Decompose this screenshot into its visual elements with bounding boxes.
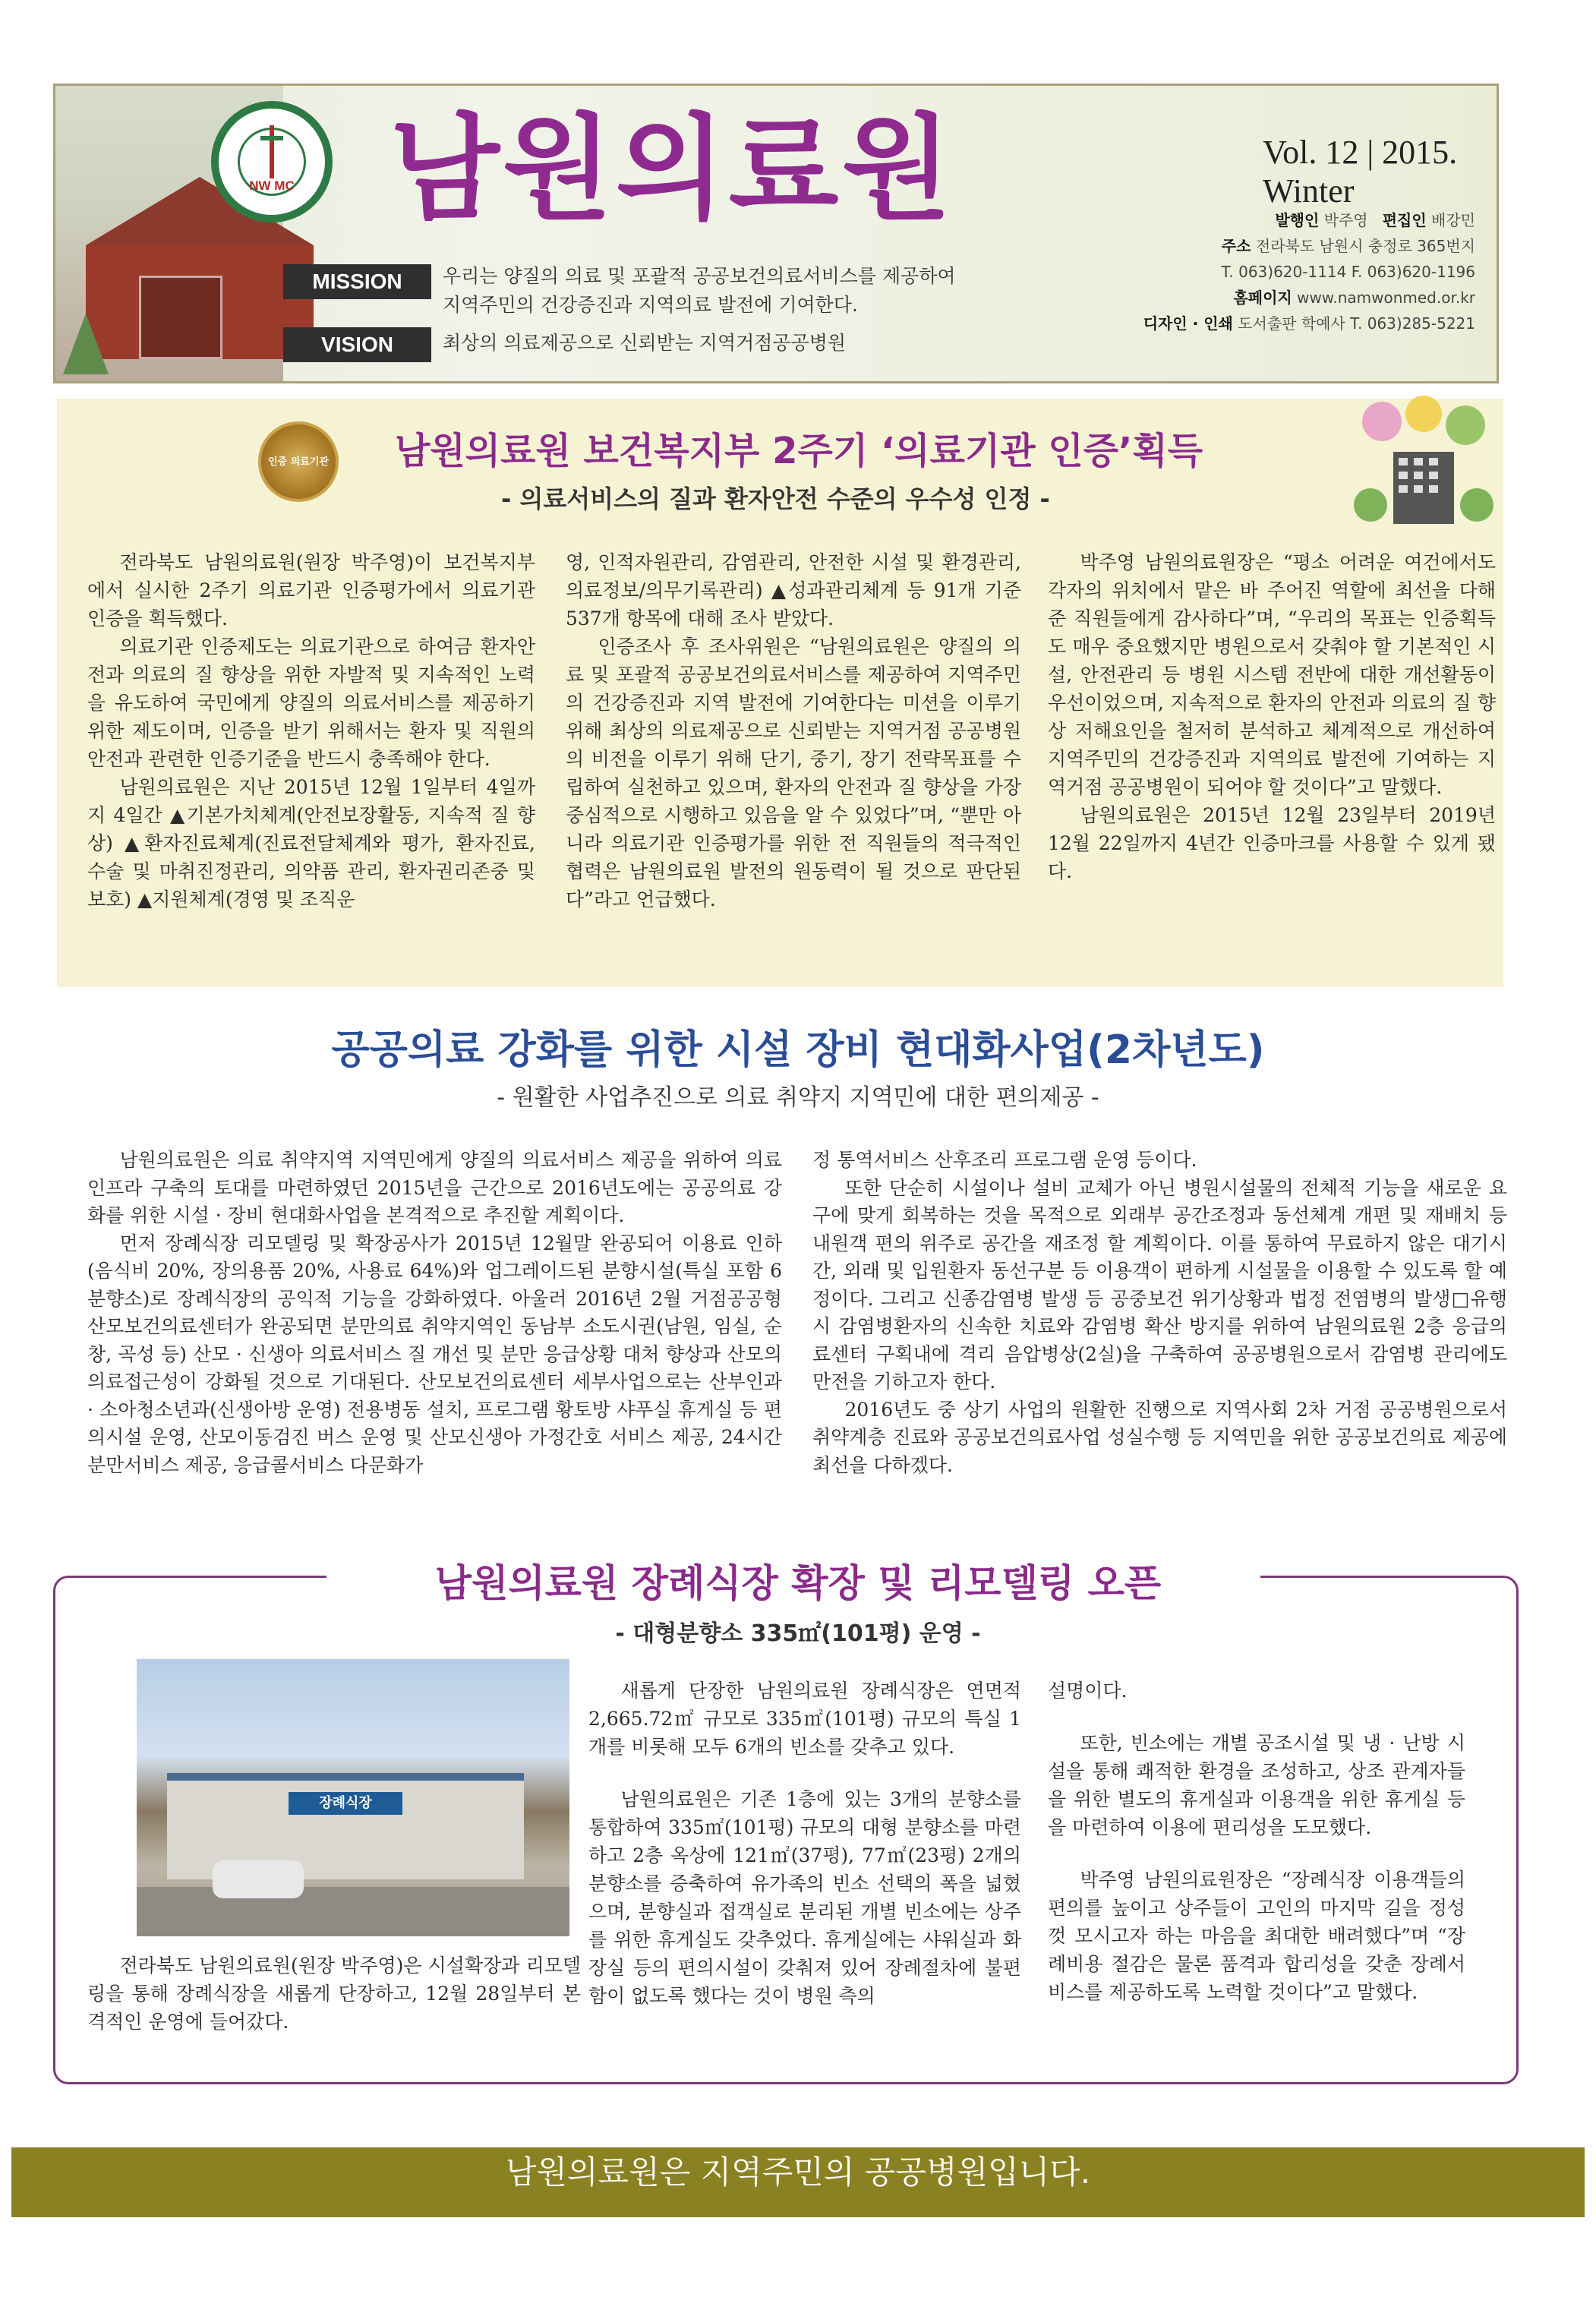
article-1-column-3 — [1048, 548, 1496, 885]
article-1-column-2 — [566, 548, 1021, 913]
paragraph: 전라북도 남원의료원(원장 박주영)이 보건복지부에서 실시한 2주기 의료기관 인증평가에서 의료기관 인증을 획득했다. — [87, 551, 535, 629]
staff-phone: T. 063)620-1114 F. 063)620-1196 — [1221, 263, 1475, 281]
paragraph: 설명이다. — [1048, 1680, 1128, 1702]
article-2-headline: 공공의료 강화를 위한 시설 장비 현대화사업(2차년도) — [331, 1027, 1265, 1073]
paragraph: 남원의료원은 지난 2015년 12월 1일부터 4일까지 4일간 ▲기본가치체계(안전보장활동, 지속적 질 향상) ▲환자진료체계(진료전달체계와 평가, 환자진료, 수술 및 마취진정관리, 의약품 관리, 환자권리존중 및 보호) ▲지원체계(경영 및 조직운 — [87, 776, 535, 910]
article-2-subheadline: - 원활한 사업추진으로 의료 취약지 지역민에 대한 편의제공 - — [497, 1084, 1099, 1111]
article-3-headline: 남원의료원 장례식장 확장 및 리모델링 오픈 — [434, 1561, 1162, 1605]
paragraph: 박주영 남원의료원장은 “평소 어려운 여건에서도 각자의 위치에서 맡은 바 주어진 역할에 최선을 다해 준 직원들에게 감사하다”며, “우리의 목표는 인증획득도 매우 중요했지만 병원으로서 갖춰야 할 기본적인 시설, 안전관리 등 병원 시스템 전반에 대한 개선활동이 우선이었으며, 지속적으로 환자의 안전과 의료의 질 향상 저해요인을 철저히 분석하고 체계적으로 개선하여 지역주민의 건강증진과 지역의료 발전에 기여하는 지역거점 공공병원이 되어야 할 것이다”고 말했다. — [1048, 551, 1496, 798]
editor-name: 배강민 — [1431, 211, 1475, 229]
paragraph: 새롭게 단장한 남원의료원 장례식장은 연면적 2,665.72㎡ 규모로 335㎡(101평) 규모의 특실 1개를 비롯해 모두 6개의 빈소를 갖추고 있다. — [588, 1680, 1021, 1758]
article-3-column-3 — [1048, 1677, 1465, 2006]
parking-lot — [137, 1887, 569, 1936]
masthead — [53, 84, 1499, 383]
publisher-label: 발행인 — [1275, 211, 1320, 229]
staff-publisher-editor — [1275, 207, 1475, 233]
vision-label: VISION — [283, 327, 431, 362]
paragraph: 정 통역서비스 산후조리 프로그램 운영 등이다. — [812, 1149, 1197, 1171]
paragraph: 남원의료원은 의료 취약지역 지역민에게 양질의 의료서비스 제공을 위하여 의료 인프라 구축의 토대를 마련하였던 2015년을 근간으로 2016년도에는 공공의료 강화를 위한 시설 · 장비 현대화사업을 본격적으로 추진할 계획이다. — [87, 1149, 782, 1226]
logo-text: NW MC — [249, 178, 295, 193]
barn-door — [139, 276, 222, 359]
design-label: 디자인 · 인쇄 — [1143, 314, 1233, 333]
vision-text: 최상의 의료제공으로 신뢰받는 지역거점공공병원 — [443, 332, 846, 354]
article-1-column-1 — [87, 548, 535, 913]
mission-label: MISSION — [283, 264, 431, 299]
building-sign: 장례식장 — [289, 1792, 402, 1815]
paragraph: 인증조사 후 조사위원은 “남원의료원은 양질의 의료 및 포괄적 공공보건의료서비스를 제공하여 지역주민의 건강증진과 지역 발전에 기여한다는 미션을 이루기 위해 최상의 의료제공으로 신뢰받는 지역거점 공공병원의 비전을 이루기 위해 단기, 중기, 장기 전략목표를 수립하여 실천하고 있으며, 환자의 안전과 질 향상을 가장 중심적으로 시행하고 있음을 알 수 있었다”며, “뿐만 아니라 의료기관 인증평가를 위한 전 직원들의 적극적인 협력은 남원의료원 발전의 원동력이 될 것으로 판단된다”라고 언급했다. — [566, 636, 1021, 910]
paragraph: 박주영 남원의료원장은 “장례식장 이용객들의 편의를 높이고 상주들이 고인의 마지막 길을 정성껏 모시고자 하는 마음을 최대한 배려했다”며 “장례비용 절감은 물론 품격과 합리성을 갖춘 장례서비스를 제공하도록 노력할 것이다”고 말했다. — [1048, 1869, 1465, 2003]
homepage-link[interactable]: www.namwonmed.or.kr — [1297, 289, 1475, 307]
article-3-column-2 — [588, 1677, 1021, 2010]
paragraph: 또한, 빈소에는 개별 공조시설 및 냉 · 난방 시설을 통해 쾌적한 환경을 조성하고, 상조 관계자들을 위한 별도의 휴게실과 이용객을 위한 휴게실 등을 마련하여 이용에 편리성을 도모했다. — [1048, 1732, 1465, 1838]
mission-line-1: 우리는 양질의 의료 및 포괄적 공공보건의료서비스를 제공하여 — [443, 265, 956, 287]
hospital-logo — [211, 101, 333, 222]
address-label: 주소 — [1221, 237, 1251, 255]
tree-icon — [63, 314, 109, 374]
address-value: 전라북도 남원시 충정로 365번지 — [1255, 237, 1475, 255]
paragraph: 또한 단순히 시설이나 설비 교체가 아닌 병원시설물의 전체적 기능을 새로운 요구에 맞게 회복하는 것을 목적으로 외래부 공간조정과 동선체계 개편 및 재배치 등 내원객 편의 위주로 공간을 재조정 할 계획이다. 이를 통하여 무료하지 않은 대기시간, 외래 및 입원환자 동선구분 등 이용객이 편하게 시설물을 이용할 수 있도록 할 예정이다. 그리고 신종감염병 발생 등 공중보건 위기상황과 법정 전염병의 발생□유행시 감염병환자의 신속한 치료와 감염병 확산 방지를 위하여 남원의료원 2층 응급의료센터 구획내에 격리 음압병상(2실)을 구축하여 공공병원으로서 감염병 관리에도 만전을 기하고자 한다. — [812, 1176, 1507, 1393]
paragraph: 2016년도 중 상기 사업의 원활한 진행으로 지역사회 2차 거점 공공병원으로서 취약계층 진료와 공공보건의료사업 성실수행 등 지역민을 위한 공공보건의료 제공에 최선을 다하겠다. — [812, 1398, 1507, 1476]
footer-slogan: 남원의료원은 지역주민의 공공병원입니다. — [505, 2153, 1091, 2191]
footer-banner — [11, 2147, 1585, 2217]
certification-badge-icon — [258, 421, 339, 502]
staff-design — [1143, 311, 1475, 336]
publisher-name: 박주영 — [1323, 211, 1368, 229]
design-value: 도서출판 학예사 T. 063)285-5221 — [1238, 314, 1475, 333]
homepage-label: 홈페이지 — [1233, 289, 1292, 307]
paragraph: 남원의료원은 기존 1층에 있는 3개의 분향소를 통합하여 335㎡(101평) 규모의 대형 분향소를 마련하고 2층 옥상에 121㎡(37평), 77㎡(23평) 2개의 분향소를 증축하여 유가족의 빈소 선택의 폭을 넓혔으며, 분향실과 접객실로 분리된 개별 빈소에는 상주를 위한 휴게실도 갖추었다. 휴게실에는 샤워실과 화장실 등의 편의시설이 갖춰져 있어 장례절차에 불편함이 없도록 했다는 것이 병원 측의 — [588, 1788, 1021, 2007]
staff-homepage — [1233, 285, 1475, 311]
volume-issue: Vol. 12 | 2015. Winter — [1263, 134, 1458, 210]
car-icon — [213, 1860, 304, 1898]
paragraph: 전라북도 남원의료원(원장 박주영)은 시설확장과 리모델링을 통해 장례식장을 새롭게 단장하고, 12월 28일부터 본격적인 운영에 들어갔다. — [87, 1955, 581, 2033]
paragraph: 의료기관 인증제도는 의료기관으로 하여금 환자안전과 의료의 질 향상을 위한 자발적 및 지속적인 노력을 유도하여 국민에게 양질의 의료서비스를 제공하기 위한 제도이며, 인증을 받기 위해서는 환자 및 직원의 안전과 관련한 인증기준을 반드시 충족해야 한다. — [87, 636, 535, 770]
badge-text: 인증 의료기관 — [268, 456, 329, 468]
article-2-column-2 — [812, 1147, 1507, 1479]
editor-label: 편집인 — [1382, 211, 1427, 229]
staff-address — [1222, 233, 1475, 259]
article-1-subheadline: - 의료서비스의 질과 환자안전 수준의 우수성 인정 - — [501, 484, 1050, 513]
photo-caption — [87, 1951, 581, 2036]
article-1-headline: 남원의료원 보건복지부 2주기 ‘의료기관 인증’획득 — [395, 430, 1203, 472]
caduceus-icon — [260, 125, 283, 178]
article-2-column-1 — [87, 1147, 782, 1479]
newsletter-title: 남원의료원 — [390, 103, 955, 235]
paragraph: 남원의료원은 2015년 12월 23일부터 2019년 12월 22일까지 4년간 인증마크를 사용할 수 있게 됐다. — [1048, 804, 1496, 882]
funeral-hall-photo — [137, 1659, 569, 1936]
paragraph: 먼저 장례식장 리모델링 및 확장공사가 2015년 12월말 완공되어 이용료 인하(음식비 20%, 장의용품 20%, 사용료 64%)와 업그레이드된 분향시설(특실 포함 6분향소)로 장례식장의 공익적 기능을 강화하였다. 아울러 2016년 2월 거점공공형 산모보건의료센터가 완공되면 분만의료 취약지역인 동남부 소도시권(남원, 임실, 순창, 곡성 등) 산모 · 신생아 의료서비스 질 개선 및 분만 응급상황 대처 향상과 산모의 의료접근성이 강화될 것으로 기대된다. 산모보건의료센터 세부사업으로는 산부인과 · 소아청소년과(신생아방 운영) 전용병동 설치, 프로그램 황토방 샤푸실 휴게실 등 편의시설 운영, 산모이동검진 버스 운영 및 산모신생아 가정간호 서비스 제공, 24시간분만서비스 제공, 응급콜서비스 다문화가 — [87, 1232, 782, 1476]
hospital-building-icon — [1352, 391, 1496, 535]
article-3-subheadline: - 대형분향소 335㎡(101평) 운영 - — [615, 1620, 981, 1647]
mission-line-2: 지역주민의 건강증진과 지역의료 발전에 기여한다. — [443, 294, 858, 316]
paragraph: 영, 인적자원관리, 감염관리, 안전한 시설 및 환경관리, 의료정보/의무기록관리) ▲성과관리체계 등 91개 기준 537개 항목에 대해 조사 받았다. — [566, 551, 1021, 629]
